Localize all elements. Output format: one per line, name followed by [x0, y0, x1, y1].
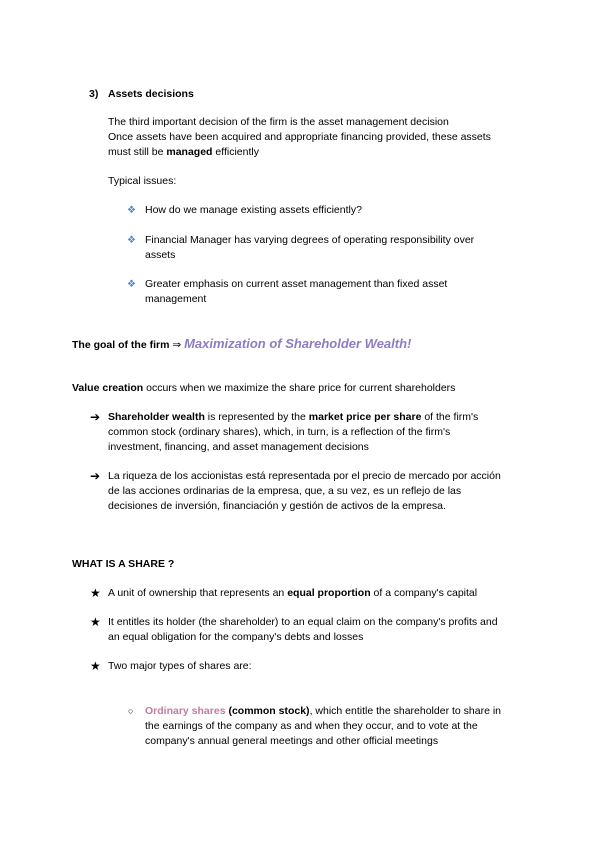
issue-item: How do we manage existing assets efficiently?: [145, 204, 362, 216]
issue-item: Greater emphasis on current asset management than fixed asset: [145, 278, 448, 290]
issue-item-cont: assets: [145, 249, 176, 261]
circle-bullet-icon: ○: [128, 706, 134, 716]
ordinary-shares-line-3: company's annual general meetings and other official meetings: [145, 735, 439, 747]
section-number: 3): [89, 88, 99, 100]
implies-arrow-icon: ⇒: [172, 339, 182, 351]
value-creation-line: Value creation occurs when we maximize the share price for current shareholders: [72, 382, 456, 394]
shareholder-wealth-line-1: Shareholder wealth is represented by the market price per share of the firm's: [108, 411, 479, 423]
star-bullet-icon: ★: [90, 615, 101, 629]
shareholder-wealth-line-2: common stock (ordinary shares), which, in turn, is a reflection of the firm's: [108, 426, 451, 438]
share-heading: WHAT IS A SHARE ?: [72, 558, 175, 570]
star-bullet-icon: ★: [90, 586, 101, 600]
assets-paragraph-line-2: Once assets have been acquired and appropriate financing provided, these assets: [108, 131, 491, 143]
issue-item-cont: management: [145, 293, 207, 305]
share-point-1: A unit of ownership that represents an equal proportion of a company's capital: [108, 587, 478, 599]
arrow-bullet-icon: ➔: [90, 410, 101, 424]
share-point-3: Two major types of shares are:: [108, 660, 252, 672]
share-point-2: It entitles its holder (the shareholder) to an equal claim on the company's profits and: [108, 616, 498, 628]
ordinary-shares-line-1: Ordinary shares (common stock), which entitle the shareholder to share in: [145, 705, 502, 717]
assets-heading: Assets decisions: [108, 88, 194, 100]
star-bullet-icon: ★: [90, 659, 101, 673]
goal-line: The goal of the firm ⇒ Maximization of Shareholder Wealth!: [72, 336, 412, 351]
assets-paragraph-line-1: The third important decision of the firm is the asset management decision: [108, 116, 449, 128]
assets-paragraph-line-3: must still be managed efficiently: [108, 146, 259, 158]
spanish-line-3: decisiones de inversión, financiación y gestión de activos de la empresa.: [108, 500, 446, 512]
spanish-line-1: La riqueza de los accionistas está representada por el precio de mercado por acción: [108, 470, 501, 482]
spanish-line-2: de las acciones ordinarias de la empresa, que, a su vez, es un reflejo de las: [108, 485, 462, 497]
shareholder-wealth-line-3: investment, financing, and asset management decisions: [108, 441, 369, 453]
goal-phrase: Maximization of Shareholder Wealth!: [184, 336, 412, 351]
ordinary-shares-line-2: the earnings of the company as and when they occur, and to vote at the: [145, 720, 478, 732]
diamond-bullet-icon: ❖: [127, 235, 136, 246]
diamond-bullet-icon: ❖: [127, 205, 136, 216]
issue-item: Financial Manager has varying degrees of operating responsibility over: [145, 234, 475, 246]
diamond-bullet-icon: ❖: [127, 279, 136, 290]
share-point-2-cont: an equal obligation for the company's debts and losses: [108, 631, 364, 643]
arrow-bullet-icon: ➔: [90, 469, 101, 483]
typical-issues-label: Typical issues:: [108, 175, 177, 187]
